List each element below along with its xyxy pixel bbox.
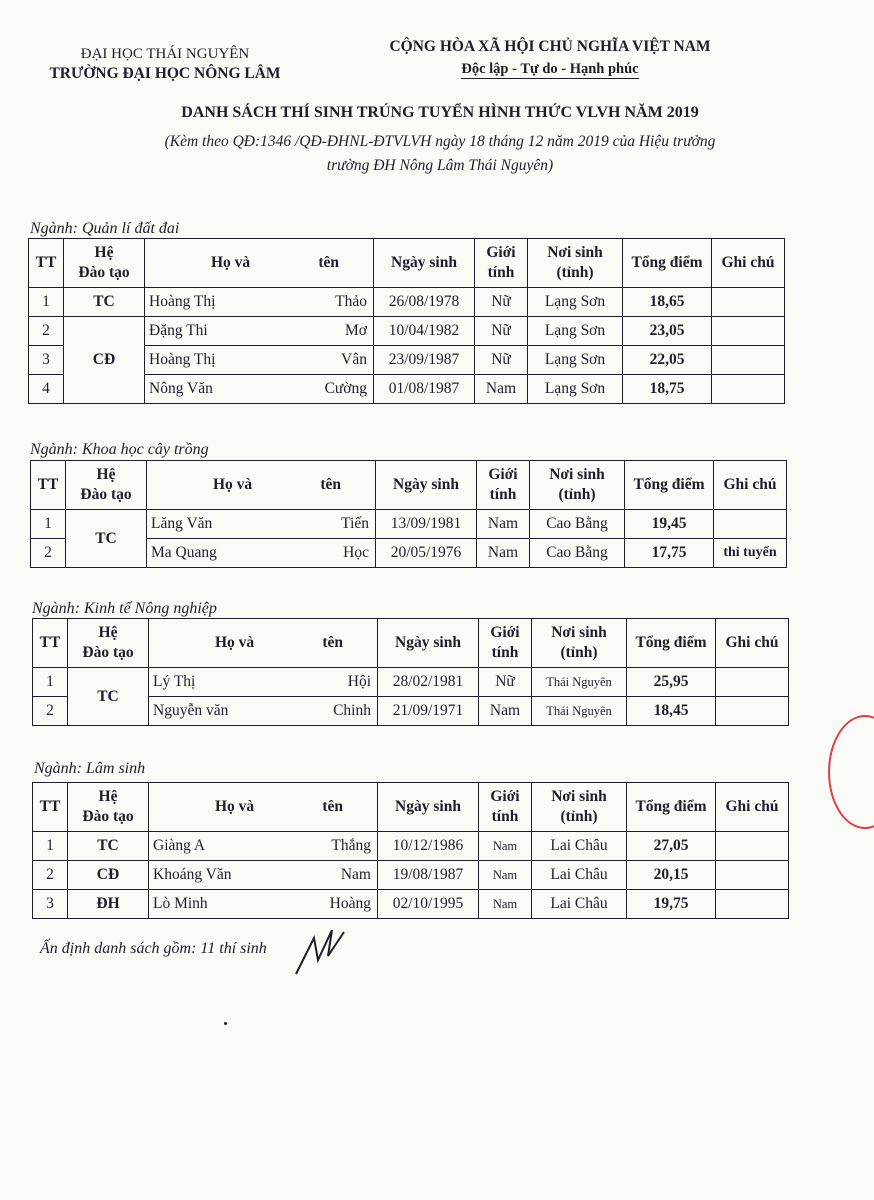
table-row: 4 Nông Văn Cường 01/08/1987 Nam Lạng Sơn 18,75 — [29, 375, 785, 404]
table-khoa-hoc-cay-trong — [30, 460, 787, 568]
table-row: 2 CĐ Khoáng Văn Nam 19/08/1987 Nam Lai Châu 20,15 — [33, 861, 789, 890]
header-left — [20, 44, 310, 84]
official-stamp — [828, 715, 874, 829]
signature-mark — [288, 918, 348, 982]
table-header: TT Hệ Đào tạo Họ và tên Ngày sinh Giới tính Nơi sinh (tỉnh) Tổng điểm Ghi chú — [33, 783, 789, 832]
table-row: 3 Hoàng Thị Vân 23/09/1987 Nữ Lạng Sơn 22,05 — [29, 346, 785, 375]
national-motto: Độc lập - Tự do - Hạnh phúc — [461, 61, 639, 77]
footer-note: Ấn định danh sách gồm: 11 thí sinh — [40, 940, 267, 957]
table-lam-sinh — [32, 782, 789, 919]
table-header: TT Hệ Đào tạo Họ và tên Ngày sinh Giới tính Nơi sinh (tỉnh) Tổng điểm Ghi chú — [31, 461, 787, 510]
document-title: DANH SÁCH THÍ SINH TRÚNG TUYỂN HÌNH THỨC VLVH NĂM 2019 — [181, 104, 699, 121]
table-row: 3 ĐH Lò Minh Hoàng 02/10/1995 Nam Lai Châu 19,75 — [33, 890, 789, 919]
table-header: TT Hệ Đào tạo Họ và tên Ngày sinh Giới tính Nơi sinh (tỉnh) Tổng điểm Ghi chú — [29, 239, 785, 288]
header-right — [360, 36, 740, 80]
table-quan-li-dat-dai — [28, 238, 785, 404]
school-name: TRƯỜNG ĐẠI HỌC NÔNG LÂM — [49, 65, 281, 82]
document-reference: (Kèm theo QĐ:1346 /QĐ-ĐHNL-ĐTVLVH ngày 18 tháng 12 năm 2019 của Hiệu trưởng trường ĐH Nông Lâm Thái Nguyên) — [164, 133, 716, 174]
table-row: 1 TC Giàng A Thắng 10/12/1986 Nam Lai Châu 27,05 — [33, 832, 789, 861]
table-row: 2 Ma Quang Học 20/05/1976 Nam Cao Bằng 17,75 thi tuyển — [31, 539, 787, 568]
section-title: Ngành: Quản lí đất đai — [30, 220, 180, 237]
university-name: ĐẠI HỌC THÁI NGUYÊN — [80, 46, 250, 62]
table-kinh-te-nong-nghiep — [32, 618, 789, 726]
ink-dot — [224, 1022, 227, 1025]
section-title: Ngành: Lâm sinh — [34, 760, 146, 777]
section-title: Ngành: Kinh tế Nông nghiệp — [32, 600, 217, 617]
section-title: Ngành: Khoa học cây trồng — [30, 441, 209, 458]
table-header: TT Hệ Đào tạo Họ và tên Ngày sinh Giới tính Nơi sinh (tỉnh) Tổng điểm Ghi chú — [33, 619, 789, 668]
table-row: 1 TC Hoàng Thị Thảo 26/08/1978 Nữ Lạng Sơn 18,65 — [29, 288, 785, 317]
table-row: 2 CĐ Đặng Thi Mơ 10/04/1982 Nữ Lạng Sơn 23,05 — [29, 317, 785, 346]
table-row: 2 Nguyễn văn Chinh 21/09/1971 Nam Thái Nguyên 18,45 — [33, 697, 789, 726]
table-row: 1 TC Lăng Văn Tiến 13/09/1981 Nam Cao Bằng 19,45 — [31, 510, 787, 539]
national-title: CỘNG HÒA XÃ HỘI CHỦ NGHĨA VIỆT NAM — [389, 38, 711, 55]
table-row: 1 TC Lý Thị Hội 28/02/1981 Nữ Thái Nguyên 25,95 — [33, 668, 789, 697]
